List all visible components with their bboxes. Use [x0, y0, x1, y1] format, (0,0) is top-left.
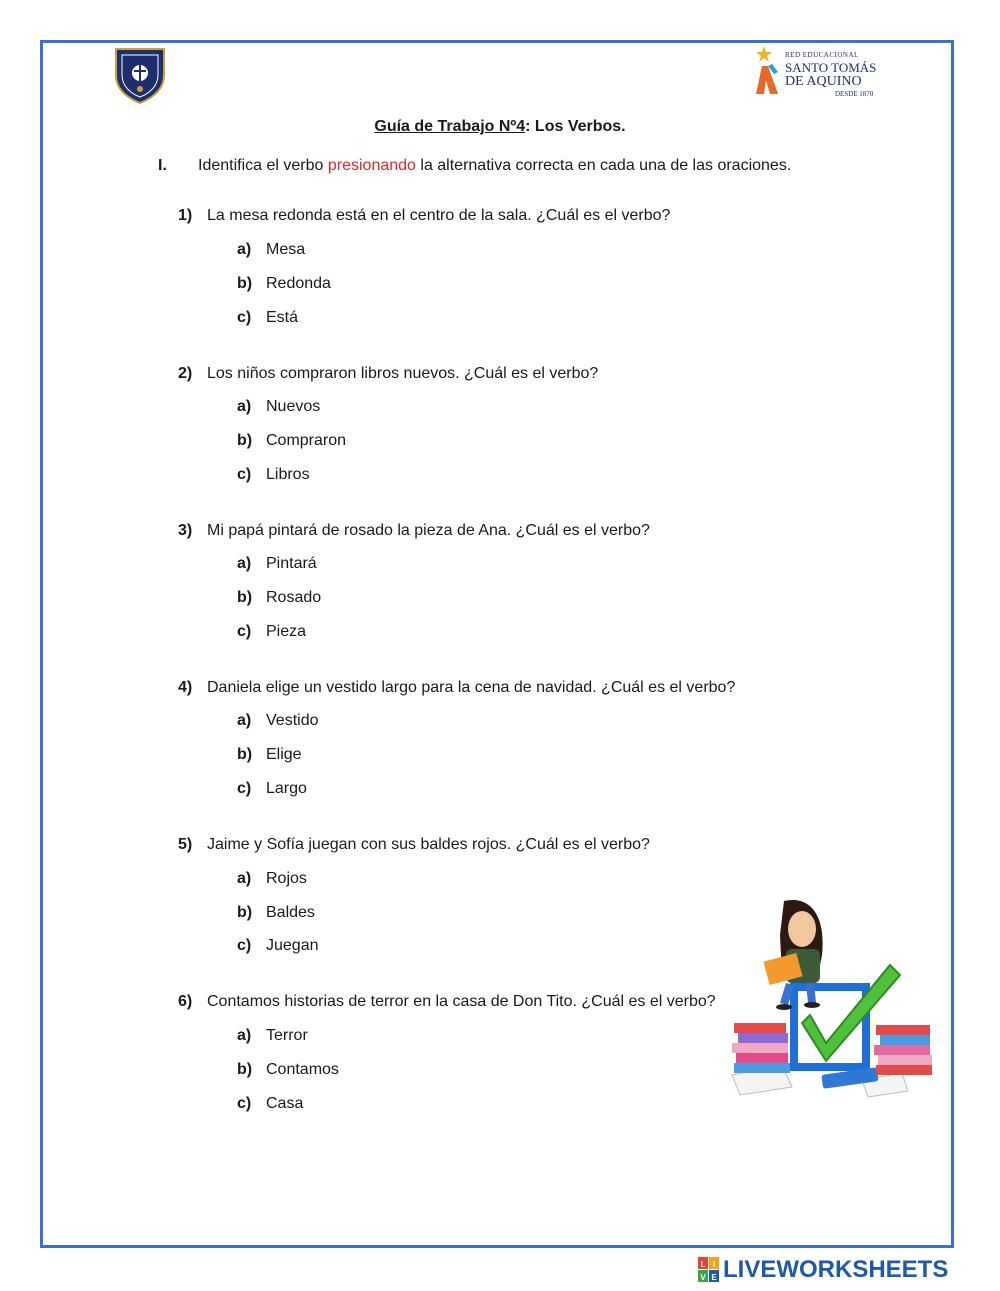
question-number: 6)	[178, 993, 193, 1010]
logo-line-name-2: DE AQUINO	[785, 74, 862, 89]
option-letter: a)	[237, 712, 252, 729]
watermark-text: LIVEWORKSHEETS	[723, 1256, 949, 1283]
question-2	[178, 365, 598, 383]
question-3	[178, 522, 650, 540]
question-2-option-c[interactable]	[237, 466, 310, 484]
question-1-option-b[interactable]	[237, 275, 331, 293]
question-text: Los niños compraron libros nuevos. ¿Cuál es el verbo?	[207, 365, 599, 382]
option-text: Libros	[266, 466, 310, 483]
network-logo	[752, 44, 882, 98]
question-5-option-a[interactable]	[237, 870, 307, 888]
option-text: Está	[266, 309, 299, 326]
option-letter: b)	[237, 904, 253, 921]
option-letter: c)	[237, 1095, 252, 1112]
logo-line-network: RED EDUCACIONAL	[785, 51, 859, 59]
instruction-number: I.	[158, 157, 167, 174]
question-2-option-a[interactable]	[237, 398, 320, 416]
option-letter: c)	[237, 937, 252, 954]
question-6-option-b[interactable]	[237, 1061, 339, 1079]
option-text: Casa	[266, 1095, 304, 1112]
question-1-option-c[interactable]	[237, 309, 298, 327]
teacher-checkbox-illustration	[722, 895, 938, 1100]
page-title	[0, 118, 1000, 136]
option-text: Rosado	[266, 589, 322, 606]
option-text: Compraron	[266, 432, 347, 449]
option-letter: c)	[237, 623, 252, 640]
school-crest-logo	[110, 45, 170, 105]
option-letter: a)	[237, 241, 252, 258]
question-5	[178, 836, 650, 854]
question-2-option-b[interactable]	[237, 432, 346, 450]
question-number: 1)	[178, 207, 193, 224]
question-text: La mesa redonda está en el centro de la sala. ¿Cuál es el verbo?	[207, 207, 671, 224]
instruction-text-before: Identifica el verbo	[198, 157, 328, 174]
option-text: Rojos	[266, 870, 307, 887]
option-text: Pintará	[266, 555, 317, 572]
question-6-option-c[interactable]	[237, 1095, 303, 1113]
question-4-option-c[interactable]	[237, 780, 307, 798]
question-1	[178, 207, 670, 225]
question-4-option-a[interactable]	[237, 712, 318, 730]
question-3-option-a[interactable]	[237, 555, 317, 573]
question-3-option-c[interactable]	[237, 623, 306, 641]
question-number: 2)	[178, 365, 193, 382]
question-4	[178, 679, 735, 697]
option-text: Contamos	[266, 1061, 339, 1078]
option-letter: a)	[237, 1027, 252, 1044]
option-letter: c)	[237, 466, 252, 483]
question-text: Jaime y Sofía juegan con sus baldes rojos. ¿Cuál es el verbo?	[207, 836, 650, 853]
question-6	[178, 993, 716, 1011]
question-6-option-a[interactable]	[237, 1027, 308, 1045]
question-number: 4)	[178, 679, 193, 696]
option-text: Vestido	[266, 712, 319, 729]
instruction-highlight: presionando	[327, 157, 416, 174]
option-text: Juegan	[266, 937, 319, 954]
question-1-option-a[interactable]	[237, 241, 305, 259]
question-text: Mi papá pintará de rosado la pieza de Ana. ¿Cuál es el verbo?	[207, 522, 650, 539]
option-text: Terror	[266, 1027, 308, 1044]
option-letter: b)	[237, 1061, 253, 1078]
option-letter: c)	[237, 309, 252, 326]
question-5-option-c[interactable]	[237, 937, 319, 955]
option-text: Pieza	[266, 623, 307, 640]
option-letter: a)	[237, 398, 252, 415]
logo-line-since: DESDE 1870	[835, 90, 874, 98]
option-letter: b)	[237, 275, 253, 292]
icon-letter-l: L	[700, 1260, 706, 1269]
icon-letter-i: I	[712, 1260, 716, 1269]
liveworksheets-watermark[interactable]	[698, 1257, 948, 1283]
instruction-text-after: la alternativa correcta en cada una de las oraciones.	[415, 157, 792, 174]
option-text: Largo	[266, 780, 307, 797]
question-text: Contamos historias de terror en la casa de Don Tito. ¿Cuál es el verbo?	[207, 993, 716, 1010]
option-letter: b)	[237, 432, 253, 449]
option-text: Nuevos	[266, 398, 321, 415]
question-number: 5)	[178, 836, 193, 853]
question-4-option-b[interactable]	[237, 746, 302, 764]
icon-letter-e: E	[711, 1273, 717, 1282]
option-letter: b)	[237, 746, 253, 763]
instruction	[158, 157, 791, 175]
question-text: Daniela elige un vestido largo para la cena de navidad. ¿Cuál es el verbo?	[207, 679, 736, 696]
question-3-option-b[interactable]	[237, 589, 321, 607]
option-text: Mesa	[266, 241, 306, 258]
option-text: Redonda	[266, 275, 331, 292]
option-letter: c)	[237, 780, 252, 797]
icon-letter-v: V	[700, 1273, 706, 1282]
option-letter: b)	[237, 589, 253, 606]
liveworksheets-icon	[698, 1257, 720, 1283]
question-5-option-b[interactable]	[237, 904, 315, 922]
logo-line-name: SANTO TOMÁS	[785, 60, 877, 75]
option-letter: a)	[237, 870, 252, 887]
question-number: 3)	[178, 522, 193, 539]
title-underlined: Guía de Trabajo Nº4	[374, 118, 526, 135]
star-figure-icon	[752, 44, 782, 98]
option-text: Baldes	[266, 904, 315, 921]
title-rest: : Los Verbos.	[525, 118, 626, 135]
option-letter: a)	[237, 555, 252, 572]
option-text: Elige	[266, 746, 302, 763]
